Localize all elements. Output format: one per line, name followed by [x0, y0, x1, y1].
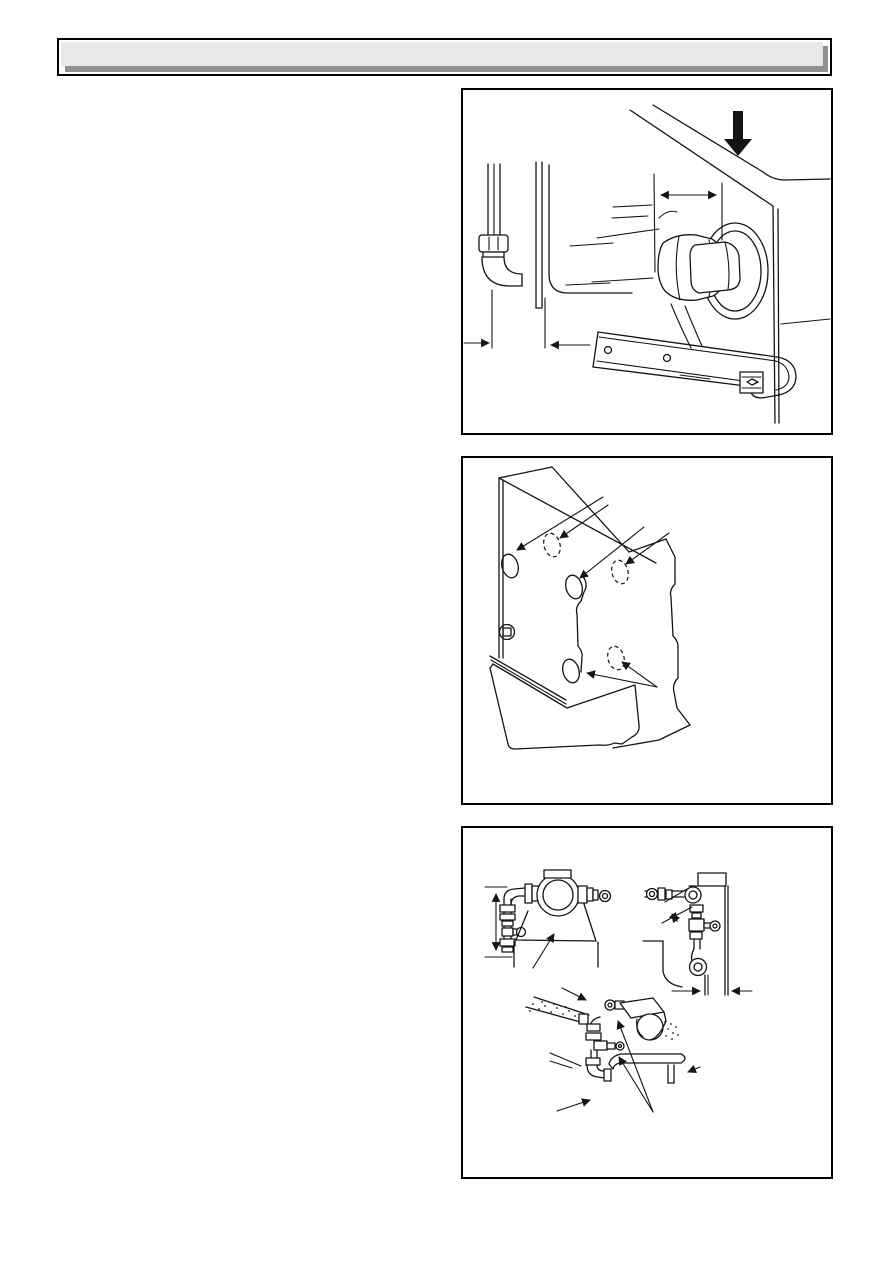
figure-flue-spigot: [461, 88, 833, 435]
down-arrow-icon: [724, 111, 752, 156]
flue-spigot: [658, 211, 768, 348]
bolt-head: [500, 625, 515, 640]
pump-front-view: [485, 870, 611, 968]
figure-panel-knockouts: [461, 456, 833, 805]
flue-spigot-drawing: [463, 90, 831, 433]
valve-side-view: [643, 873, 752, 995]
figure-pump-pipework: [461, 826, 833, 1179]
knockout-hole: [560, 657, 582, 684]
pump-perspective-view: [526, 988, 700, 1112]
header-bar-shadow-right: [823, 46, 828, 72]
knockout-hole-dashed: [541, 531, 563, 558]
pipe-elbow-assembly: [479, 162, 632, 308]
base-plinth: [490, 656, 639, 749]
gap-dimension-arrows: [464, 290, 590, 348]
pump-pipework-drawing: [463, 828, 831, 1177]
knockout-hole-dashed: [605, 644, 627, 671]
header-bar-shadow-bottom: [65, 66, 828, 72]
panel-knockouts-drawing: [463, 458, 831, 803]
header-bar: [57, 38, 832, 76]
pointer-arrows: [517, 497, 669, 687]
header-bar-face: [61, 42, 823, 66]
knockout-holes: [499, 531, 631, 684]
mounting-bracket: [593, 332, 796, 398]
side-panel-outline: [499, 467, 690, 748]
